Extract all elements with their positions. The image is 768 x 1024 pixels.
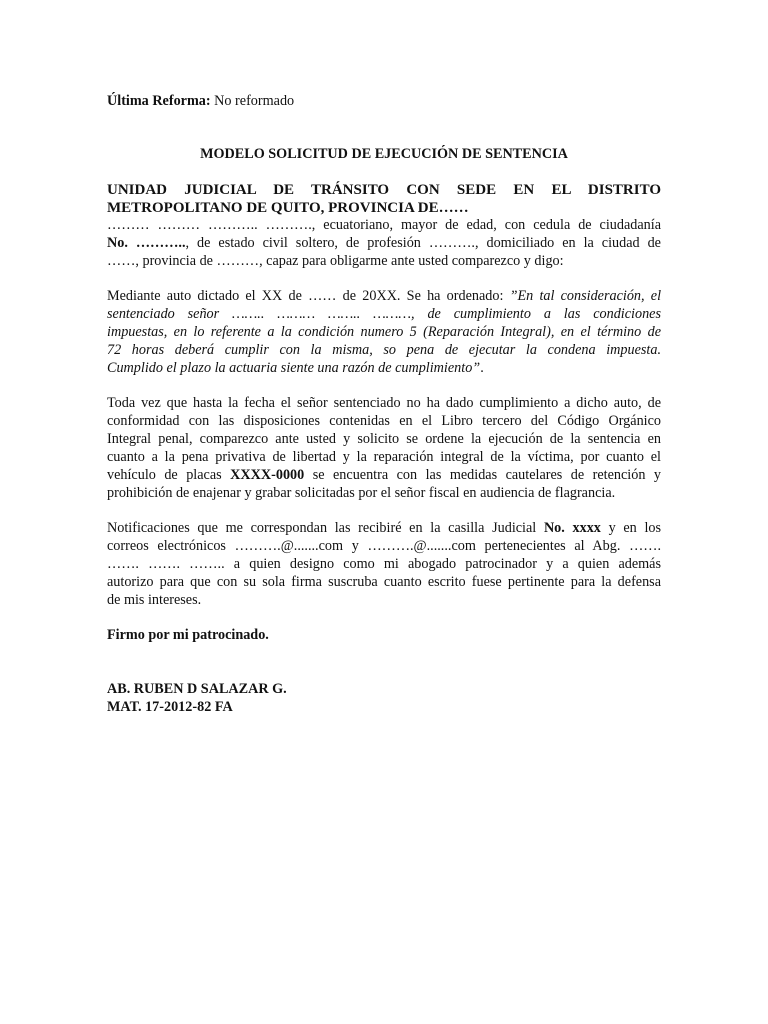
paragraph-2-line-3: Integral penal, comparezco ante usted y solicito se ordene la ejecución de la sentencia en	[107, 431, 661, 447]
paragraph-3-line-5: de mis intereses.	[107, 592, 202, 608]
paragraph-1-line-1: Mediante auto dictado el XX de …… de 20XX. Se ha ordenado: ”En tal consideración, el	[107, 288, 662, 304]
paragraph-1-line-2: sentenciado señor …….. ……… …….. ………, de cumplimiento a las condiciones	[107, 306, 661, 322]
paragraph-3-line-3: ……. ……. …….. a quien designo como mi abogado patrocinador y a quien además	[107, 556, 661, 572]
paragraph-2-line-1: Toda vez que hasta la fecha el señor sentenciado no ha dado cumplimiento a dicho auto, de	[107, 395, 661, 411]
signer-registration: MAT. 17-2012-82 FA	[107, 699, 233, 715]
paragraph-3-line-2: correos electrónicos ……….@.......com y ……….@.......com pertenecientes al Abg. …….	[107, 538, 661, 554]
paragraph-1-line-5: Cumplido el plazo la actuaria siente una razón de cumplimiento”.	[107, 360, 484, 376]
paragraph-2-line-6: prohibición de enajenar y grabar solicitadas por el señor fiscal en audiencia de flagrancia.	[107, 485, 616, 501]
document-title: MODELO SOLICITUD DE EJECUCIÓN DE SENTENCIA	[200, 146, 568, 162]
paragraph-1-line-4: 72 horas deberá cumplir con la misma, so pena de ejecutar la condena impuesta.	[107, 342, 661, 358]
paragraph-2-line-4: cuanto a la pena privativa de libertad y la reparación integral de la víctima, por cuanto el	[107, 449, 661, 465]
court-heading-line-1: UNIDAD JUDICIAL DE TRÁNSITO CON SEDE EN EL DISTRITO	[107, 182, 661, 198]
id-number-label: No. ………..	[107, 235, 186, 251]
judicial-box-number: No. xxxx	[543, 520, 601, 536]
reform-value: No reformado	[210, 93, 295, 109]
paragraph-1-line-3: impuestas, en lo referente a la condición numero 5 (Reparación Integral), en el término de	[107, 324, 661, 340]
intro-line-2: No. ……….., de estado civil soltero, de profesión ………., domiciliado en la ciudad de	[107, 235, 661, 251]
court-heading-line-2: METROPOLITANO DE QUITO, PROVINCIA DE……	[107, 200, 469, 216]
signer-name: AB. RUBEN D SALAZAR G.	[107, 681, 287, 697]
paragraph-2-line-5: vehículo de placas XXXX-0000 se encuentra con las medidas cautelares de retención y	[107, 467, 661, 483]
reform-label: Última Reforma:	[107, 93, 211, 109]
intro-line-3: ……, provincia de ………, capaz para obligarme ante usted comparezco y digo:	[107, 253, 564, 269]
plate-number: XXXX-0000	[230, 467, 305, 483]
paragraph-3-line-4: autorizo para que con su sola firma suscruba cuanto escrito fuese pertinente para la defensa	[107, 574, 661, 590]
paragraph-3-line-1: Notificaciones que me correspondan las recibiré en la casilla Judicial No. xxxx y en los	[107, 520, 661, 536]
reform-line	[107, 93, 661, 110]
intro-line-1: ……… ……… ……….. ………., ecuatoriano, mayor de edad, con cedula de ciudadanía	[107, 217, 661, 233]
paragraph-2-line-2: conformidad con las disposiciones contenidas en el Libro tercero del Código Orgánico	[107, 413, 661, 429]
signature-note: Firmo por mi patrocinado.	[107, 627, 269, 643]
